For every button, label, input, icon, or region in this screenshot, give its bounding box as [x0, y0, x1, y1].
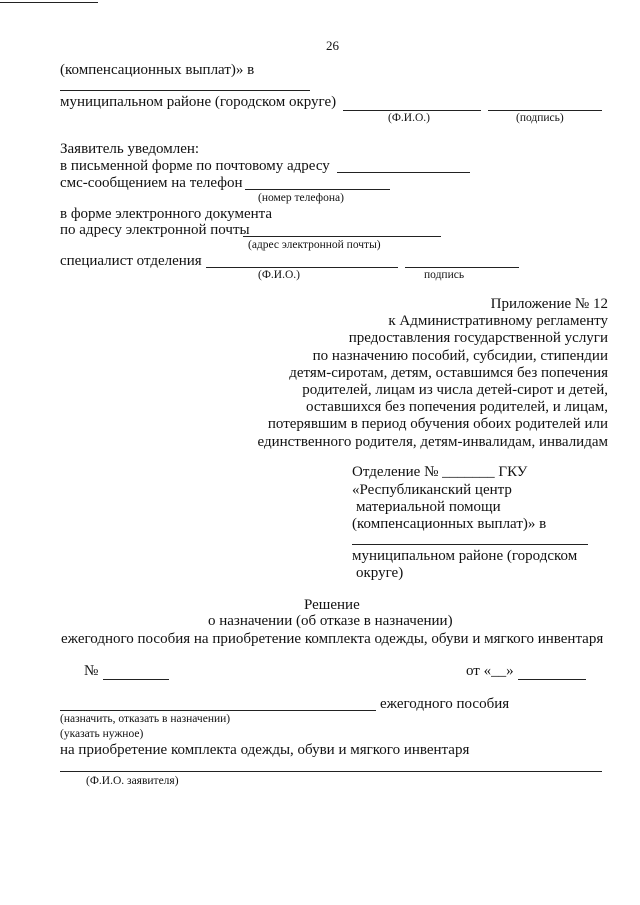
- email-line: [243, 236, 441, 237]
- applicant-line: [60, 771, 602, 772]
- specialist-fio-line: [206, 267, 398, 268]
- addressee-line-3: материальной помощи: [356, 499, 501, 515]
- decision-purpose: на приобретение комплекта одежды, обуви и мягкого инвентаря: [60, 742, 470, 758]
- top-fio-caption: (Ф.И.О.): [388, 112, 430, 124]
- appendix-line: потерявшим в период обучения обоих родителей или: [267, 416, 608, 433]
- addressee-line-1: Отделение № _______ ГКУ: [352, 464, 528, 480]
- notification-by-sms: смс-сообщением на телефон: [60, 175, 243, 191]
- appendix-line: предоставления государственной услуги: [348, 330, 608, 347]
- addressee-line-4: (компенсационных выплат)» в: [352, 516, 547, 532]
- top-signature-caption: (подпись): [516, 112, 564, 124]
- notification-electronic-2: по адресу электронной почты: [60, 222, 250, 238]
- decision-allowance-text: ежегодного пособия: [380, 696, 510, 712]
- page-number: 26: [326, 38, 339, 53]
- appendix-line: родителей, лицам из числа детей-сирот и детей,: [302, 382, 608, 399]
- appendix-line: оставшихся без попечения родителей, и лицам,: [306, 399, 608, 416]
- appendix-block: [208, 296, 608, 451]
- appendix-line: Приложение № 12: [490, 296, 608, 312]
- top-fio-line: [343, 110, 481, 111]
- notification-title: Заявитель уведомлен:: [60, 141, 200, 157]
- scan-edge-line: [0, 2, 98, 3]
- addressee-blank-line: [352, 544, 588, 545]
- addressee-line-6: округе): [356, 565, 404, 581]
- phone-caption: (номер телефона): [258, 192, 344, 204]
- decision-date-line: [518, 679, 586, 680]
- decision-subtitle-1: о назначении (об отказе в назначении): [208, 613, 453, 629]
- addressee-line-2: «Республиканский центр: [352, 482, 512, 498]
- notification-electronic-1: в форме электронного документа: [60, 206, 273, 222]
- decision-number-line: [103, 679, 169, 680]
- specialist-fio-caption: (Ф.И.О.): [258, 269, 300, 281]
- specialist-signature-caption: подпись: [424, 269, 465, 281]
- top-signature-line: [488, 110, 602, 111]
- applicant-caption: (Ф.И.О. заявителя): [86, 775, 179, 787]
- top-blank-line: [60, 90, 310, 91]
- decision-subtitle-2: ежегодного пособия на приобретение комплекта одежды, обуви и мягкого инвентаря: [61, 631, 604, 647]
- decision-date-label: от «__»: [466, 663, 514, 679]
- postal-address-line: [337, 172, 470, 173]
- appendix-line: по назначению пособий, субсидии, стипендии: [312, 347, 608, 364]
- decision-choice-line: [60, 710, 376, 711]
- decision-choice-caption: (назначить, отказать в назначении): [60, 713, 231, 725]
- addressee-line-5: муниципальном районе (городском: [352, 548, 578, 564]
- appendix-line: единственного родителя, детям-инвалидам, инвалидам: [257, 433, 608, 450]
- decision-title: Решение: [304, 597, 360, 613]
- notification-specialist: специалист отделения: [60, 253, 202, 269]
- phone-line: [245, 189, 390, 190]
- top-line-1: (компенсационных выплат)» в: [60, 62, 255, 78]
- decision-number-label: №: [84, 663, 99, 679]
- specialist-signature-line: [405, 267, 519, 268]
- decision-note-caption: (указать нужное): [60, 728, 144, 740]
- email-caption: (адрес электронной почты): [248, 239, 381, 251]
- appendix-line: к Административному регламенту: [388, 313, 608, 330]
- top-line-2: муниципальном районе (городском округе): [60, 94, 337, 110]
- notification-by-post: в письменной форме по почтовому адресу: [60, 158, 330, 174]
- appendix-line: детям-сиротам, детям, оставшимся без попечения: [289, 364, 608, 381]
